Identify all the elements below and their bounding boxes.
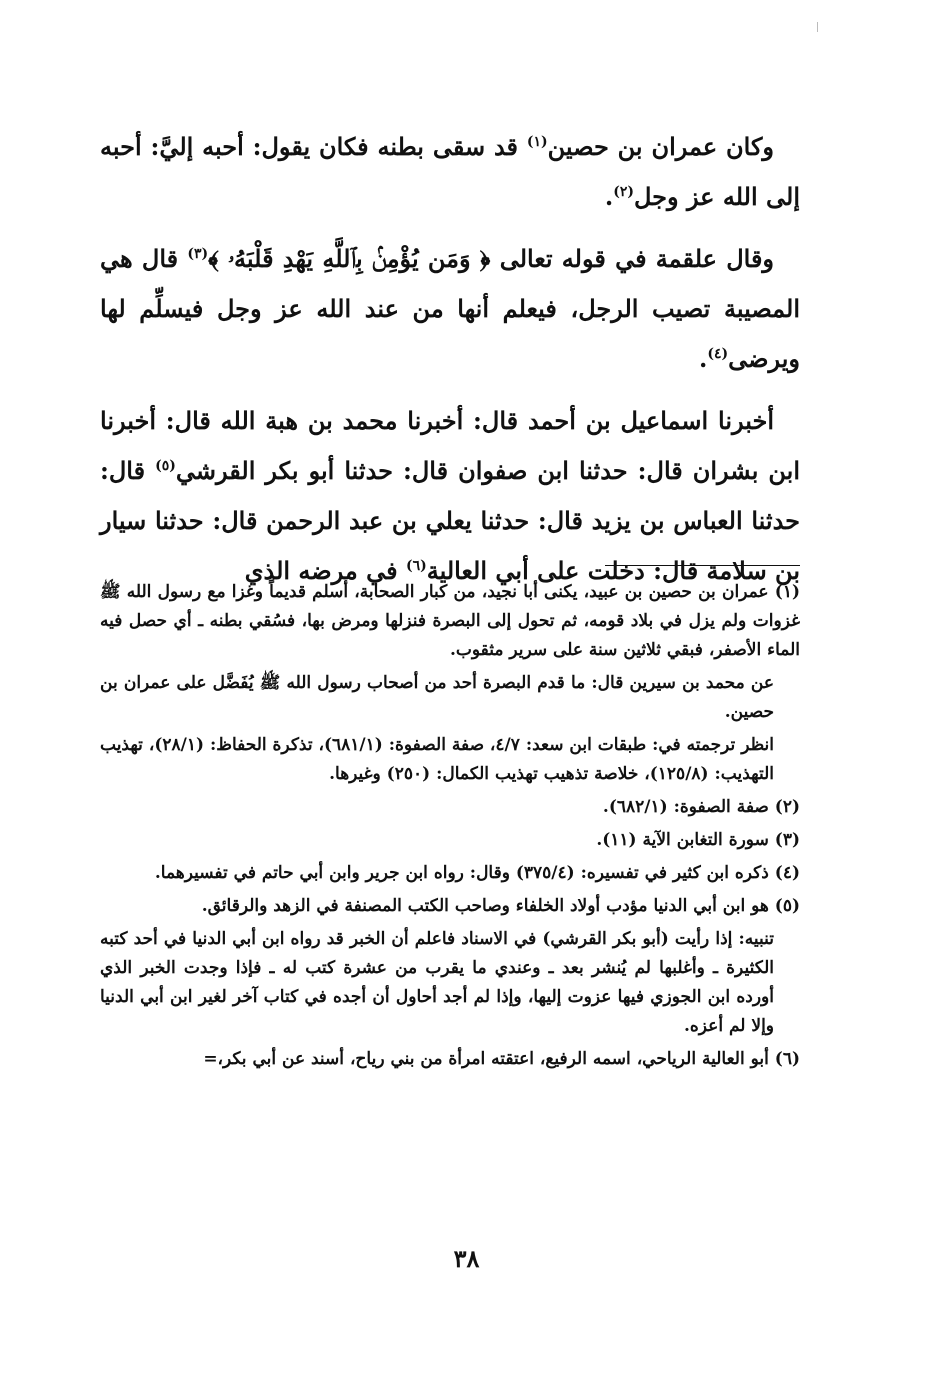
footnote-ref-1: (١): [526, 134, 548, 150]
footnote-2: (٢) صفة الصفوة: (٦٨٢/١).: [602, 797, 800, 817]
paragraph-1-rest: قد سقى بطنه فكان يقول: أحبه إليَّ: أحبه إلى الله عز وجل: [100, 132, 800, 211]
paragraph-2-rest: قال هي المصيبة تصيب الرجل، فيعلم أنها من عند الله عز وجل فيسلِّم لها ويرضى: [100, 244, 800, 373]
paragraph-3: [100, 396, 800, 596]
footnote-5-note: تنبيه: إذا رأيت (أبو بكر القرشي) في الاسناد فاعلم أن الخبر قد رواه ابن أبي الدنيا في أحد كتبه الكثيرة ـ وأغلبها لم يُنشر بعد ـ وعندي ما يقرب من عشرة كتب له ـ فإذا وجدت الخبر الذي أورده ابن الجوزي فيها عزوت إليها، وإذا لم أجد أحاول أن أجده في كتاب آخر لغير ابن أبي الدنيا وإلا لم أعزه.: [100, 929, 774, 1036]
footnote-separator: [605, 565, 800, 566]
paragraph-3-text: أخبرنا اسماعيل بن أحمد قال: أخبرنا محمد بن هبة الله قال: أخبرنا ابن بشران قال: حدثنا ابن صفوان قال: حدثنا أبو بكر القرشي: [100, 406, 801, 485]
footnotes: [100, 578, 800, 1078]
footnote-ref-5: (٥): [155, 458, 176, 474]
paragraph-1-text: وكان عمران بن حصين: [547, 132, 775, 161]
paragraph-2-text: وقال علقمة في قوله تعالى: [490, 244, 775, 273]
footnote-ref-4: (٤): [707, 346, 729, 362]
footnote-ref-3: (٣): [187, 246, 209, 262]
quran-verse: ﴿ وَمَن يُؤْمِنۢ بِٱللَّهِ يَهْدِ قَلْبَهُۥ ﴾: [208, 244, 491, 273]
page-number: ٣٨: [453, 1244, 480, 1273]
paragraph-2-end: .: [698, 344, 708, 373]
paragraph-1: [100, 122, 800, 222]
paragraph-1-end: .: [604, 182, 614, 211]
paragraph-2: [100, 234, 800, 384]
footnote-ref-6: (٦): [405, 558, 427, 574]
footnote-ref-2: (٢): [613, 184, 634, 200]
footnote-1-sources: انظر ترجمته في: طبقات ابن سعد: ٤/٧، صفة الصفوة: (٦٨١/١)، تذكرة الحفاظ: (٢٨/١)، تهذيب التهذيب: (١٢٥/٨)، خلاصة تذهيب تهذيب الكمال: (٢٥٠) وغيرها.: [100, 735, 774, 784]
main-text: [100, 122, 800, 608]
footnote-5: (٥) هو ابن أبي الدنيا مؤدب أولاد الخلفاء وصاحب الكتب المصنفة في الزهد والرقائق.: [201, 896, 800, 916]
paragraph-3-mid: قال: حدثنا العباس بن يزيد قال: حدثنا يعلي بن عبد الرحمن قال: حدثنا سيار بن سلامة قال: دخلت على أبي العالية: [100, 456, 800, 585]
footnote-3: (٣) سورة التغابن الآية (١١).: [596, 830, 800, 850]
paragraph-3-end: في مرضه الذي: [244, 556, 406, 585]
footnote-1-quote: عن محمد بن سيرين قال: ما قدم البصرة أحد من أصحاب رسول الله ﷺ يُفَضَّل على عمران بن حصين.: [100, 673, 774, 722]
footnote-6: (٦) أبو العالية الرياحي، اسمه الرفيع، اعتقته امرأة من بني رياح، أسند عن أبي بكر،=: [203, 1049, 800, 1069]
footnote-4: (٤) ذكره ابن كثير في تفسيره: (٣٧٥/٤) وقال: رواه ابن جرير وابن أبي حاتم في تفسيرهما.: [154, 863, 800, 883]
scan-mark: [817, 22, 818, 32]
footnote-1: (١) عمران بن حصين بن عبيد، يكنى أبا نجيد، من كبار الصحابة، أسلم قديماً وغزا مع رسول الله ﷺ غزوات ولم يزل في بلاد قومه، ثم تحول إلى البصرة فنزلها ومرض بها، فسُقي بطنه ـ أي حصل فيه الماء الأصفر، فبقي ثلاثين سنة على سرير مثقوب.: [100, 582, 800, 660]
